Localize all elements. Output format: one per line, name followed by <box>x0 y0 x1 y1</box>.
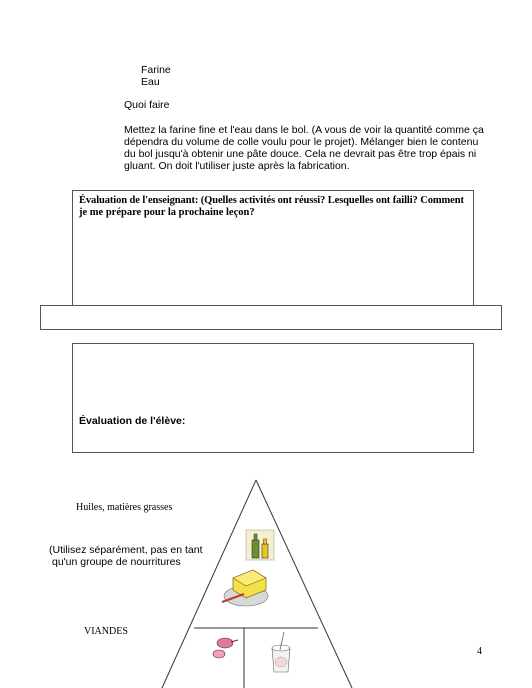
pyramid-note-line: qu'un groupe de nourritures <box>52 556 181 568</box>
instruction-line: Mettez la farine fine et l'eau dans le bol. (A vous de voir la quantité comme ça <box>124 124 484 136</box>
instruction-line: dépendra du volume de colle voulu pour le projet). Mélanger bien le contenu <box>124 136 479 148</box>
pyramid-label-oils: Huiles, matières grasses <box>76 502 173 513</box>
ingredient-flour: Farine <box>141 64 171 76</box>
milk-glass-icon <box>272 632 290 672</box>
pyramid-label-meats: VIANDES <box>84 626 128 637</box>
teacher-evaluation-line: je me prépare pour la prochaine leçon? <box>79 207 255 218</box>
ingredient-water: Eau <box>141 76 160 88</box>
section-heading: Quoi faire <box>124 99 170 111</box>
instruction-line: du bol jusqu'à obtenir une pâte douce. Cela ne devrait pas être trop épais ni <box>124 148 477 160</box>
instruction-line: gluant. On doit l'utiliser juste après la fabrication. <box>124 160 350 172</box>
page-number: 4 <box>477 646 482 657</box>
butter-icon <box>222 570 268 606</box>
student-evaluation-label: Évaluation de l'élève: <box>79 415 186 427</box>
pyramid-note-line: (Utilisez séparément, pas en tant <box>49 544 203 556</box>
teacher-evaluation-line: Évaluation de l'enseignant: (Quelles activités ont réussi? Lesquelles ont failli? Comment <box>79 195 464 206</box>
oil-bottles-icon <box>246 530 274 560</box>
meat-icon <box>213 638 238 658</box>
